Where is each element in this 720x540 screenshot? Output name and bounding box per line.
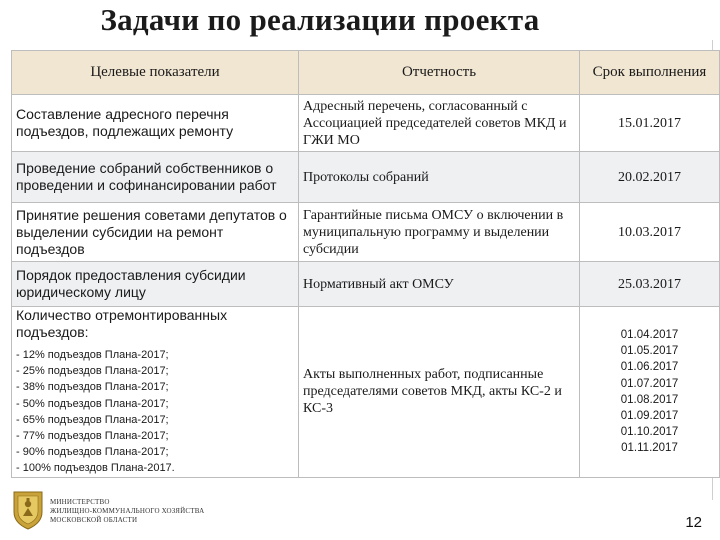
deadline-cell: 15.01.2017	[580, 95, 720, 152]
deadline-cell: 25.03.2017	[580, 262, 720, 307]
list-item: - 38% подъездов Плана-2017;	[16, 381, 169, 394]
slide-title: Задачи по реализации проекта	[100, 2, 540, 37]
list-item: - 77% подъездов Плана-2017;	[16, 430, 169, 443]
table-row	[12, 95, 720, 152]
header-reporting: Отчетность	[299, 51, 580, 95]
table-row	[12, 203, 720, 262]
table-row	[12, 307, 720, 478]
deadline-date: 01.06.2017	[620, 361, 679, 374]
deadline-date: 01.11.2017	[621, 442, 678, 455]
deadline-date: 01.08.2017	[620, 393, 679, 406]
deadline-cell	[580, 307, 720, 478]
indicator-cell: Принятие решения советами депутатов о выделении субсидии на ремонт подъездов	[12, 203, 299, 262]
ministry-line: ЖИЛИЩНО-КОММУНАЛЬНОГО ХОЗЯЙСТВА	[50, 507, 205, 515]
list-item: - 12% подъездов Плана-2017;	[16, 349, 169, 361]
ministry-line: МИНИСТЕРСТВО	[50, 498, 110, 506]
deadline-cell: 10.03.2017	[580, 203, 720, 262]
ministry-line: МОСКОВСКОЙ ОБЛАСТИ	[50, 516, 138, 524]
header-indicators: Целевые показатели	[12, 51, 299, 95]
report-cell: Адресный перечень, согласованный с Ассоциацией председателей советов МКД и ГЖИ МО	[299, 95, 580, 152]
list-item: - 25% подъездов Плана-2017;	[16, 365, 169, 378]
indicator-text: Количество отремонтированных подъездов:	[16, 307, 228, 340]
table-header-row	[12, 51, 720, 95]
report-cell: Гарантийные письма ОМСУ о включении в муниципальную программу и выделении субсидии	[299, 203, 580, 262]
header-deadline: Срок выполнения	[580, 51, 720, 95]
list-item: - 50% подъездов Плана-2017;	[16, 397, 169, 410]
list-item: - 90% подъездов Плана-2017;	[16, 446, 169, 459]
indicator-cell: Проведение собраний собственников о проведении и софинансировании работ	[12, 152, 299, 203]
table-row	[12, 262, 720, 307]
deadline-cell: 20.02.2017	[580, 152, 720, 203]
coat-of-arms-icon	[12, 490, 44, 530]
tasks-table	[11, 50, 720, 478]
deadline-date: 01.04.2017	[620, 329, 679, 341]
deadline-date: 01.07.2017	[620, 377, 679, 390]
deadline-date: 01.10.2017	[620, 426, 679, 439]
indicator-cell: Порядок предоставления субсидии юридическому лицу	[12, 262, 299, 307]
ministry-logo	[12, 490, 272, 534]
deadline-date: 01.05.2017	[620, 345, 679, 358]
ministry-name	[50, 498, 204, 525]
list-item: - 100% подъездов Плана-2017.	[16, 462, 175, 475]
report-cell: Протоколы собраний	[299, 152, 580, 203]
table-row	[12, 152, 720, 203]
list-item: - 65% подъездов Плана-2017;	[16, 413, 169, 426]
progress-list	[16, 347, 294, 477]
indicator-cell	[12, 307, 299, 478]
indicator-cell: Составление адресного перечня подъездов, подлежащих ремонту	[12, 95, 299, 152]
page-number: 12	[685, 514, 702, 531]
deadline-date: 01.09.2017	[620, 410, 679, 423]
report-cell: Нормативный акт ОМСУ	[299, 262, 580, 307]
report-cell: Акты выполненных работ, подписанные председателями советов МКД, акты КС-2 и КС-3	[299, 307, 580, 478]
